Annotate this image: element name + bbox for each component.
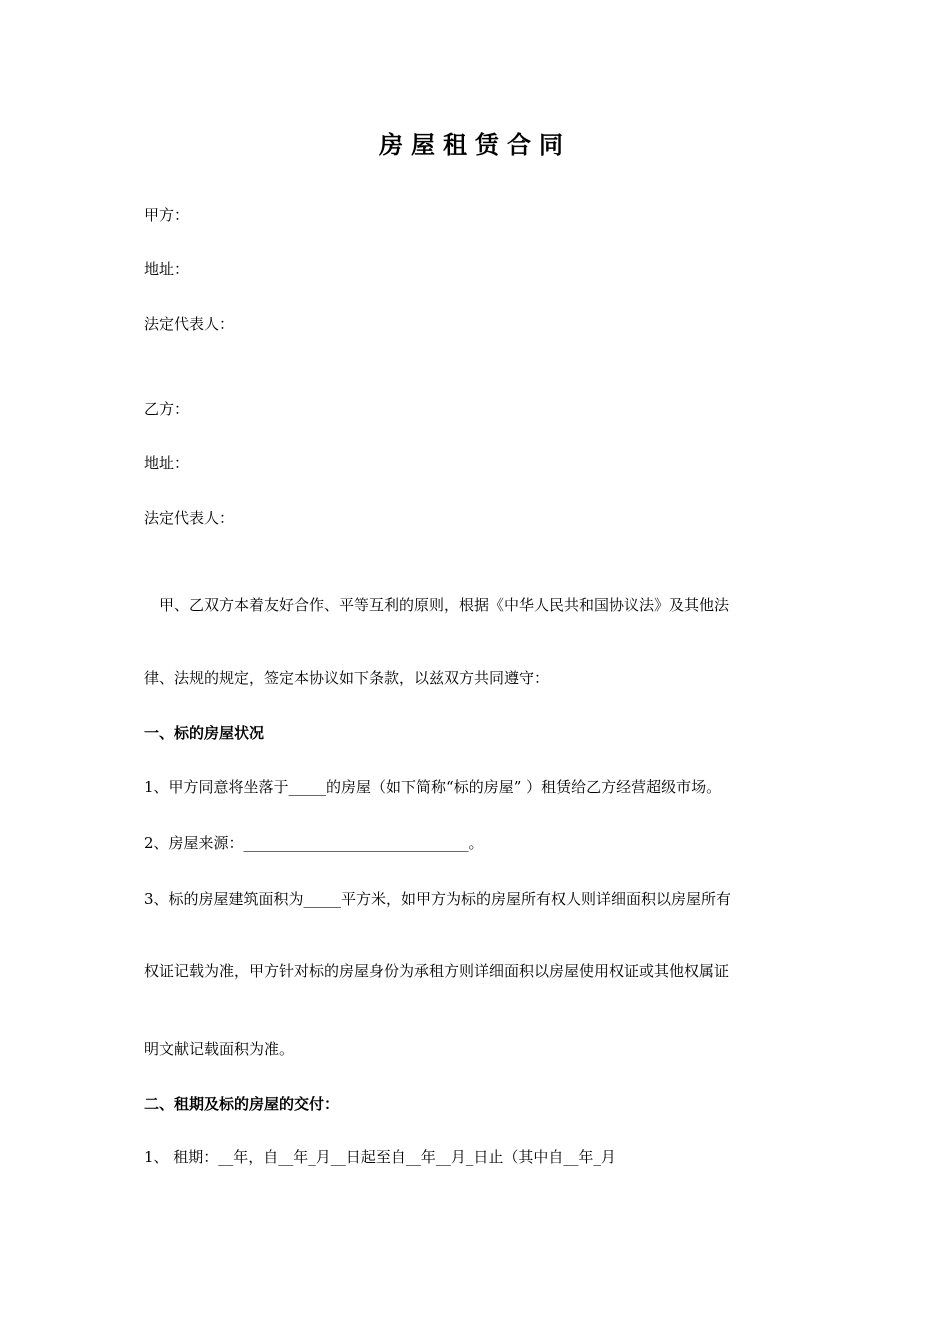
item-3-text-before: 3、标的房屋建筑面积为 xyxy=(144,890,304,908)
party-a-address-label: 地址： xyxy=(144,260,190,278)
section-2-item-1: 1、 租期：__年，自__年_月__日起至自__年__月_日止（其中自__年_月 xyxy=(144,1148,616,1166)
item-3-text-after: 平方米，如甲方为标的房屋所有权人则详细面积以房屋所有 xyxy=(341,890,732,908)
section-1-item-1 xyxy=(144,776,721,798)
party-b-address-label: 地址： xyxy=(144,454,190,472)
party-b-label: 乙方： xyxy=(144,400,190,418)
section-1-item-3-line-1 xyxy=(144,888,731,910)
item-2-text-before: 2、房屋来源： xyxy=(144,834,244,852)
party-b-representative-label: 法定代表人： xyxy=(144,509,235,527)
item-2-text-after: 。 xyxy=(468,834,484,852)
section-1-item-3-line-2: 权证记载为准，甲方针对标的房屋身份为承租方则详细面积以房屋使用权证或其他权属证 xyxy=(144,962,730,980)
item-1-text-before: 1、甲方同意将坐落于 xyxy=(144,778,289,796)
section-1-heading: 一、标的房屋状况 xyxy=(144,724,265,742)
item-3-area-blank: _____ xyxy=(303,890,342,908)
section-1-item-3-line-3: 明文献记载面积为准。 xyxy=(144,1040,295,1058)
party-a-label: 甲方： xyxy=(144,206,190,224)
item-1-text-after: 的房屋（如下简称“标的房屋” ）租赁给乙方经营超级市场。 xyxy=(326,778,722,796)
section-1-item-2 xyxy=(144,832,484,854)
section-2-heading: 二、租期及标的房屋的交付： xyxy=(144,1095,340,1113)
party-a-representative-label: 法定代表人： xyxy=(144,315,235,333)
item-2-source-blank: ______________________________ xyxy=(243,834,469,852)
intro-paragraph-line-2: 律、法规的规定，签定本协议如下条款，以兹双方共同遵守： xyxy=(144,669,550,687)
document-title: 房屋租赁合同 xyxy=(379,130,571,159)
item-1-location-blank: _____ xyxy=(288,778,327,796)
intro-paragraph-line-1: 甲、乙双方本着友好合作、平等互利的原则，根据《中华人民共和国协议法》及其他法 xyxy=(144,596,730,614)
